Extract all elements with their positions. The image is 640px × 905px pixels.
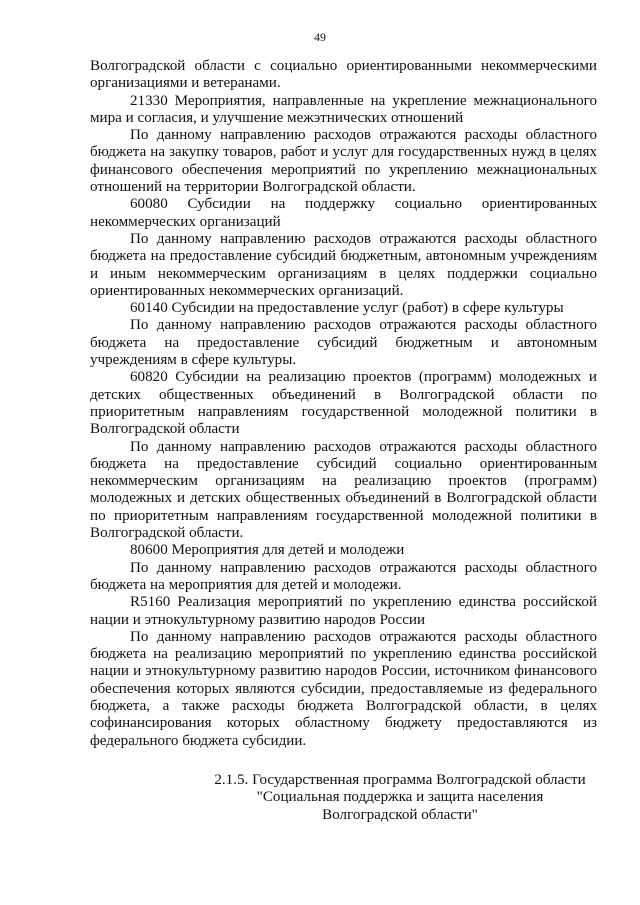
- section-heading-line: Волгоградской области": [322, 806, 478, 823]
- paragraph: Волгоградской области с социально ориентированными некоммерческими организациями и ветеранами.: [90, 58, 597, 92]
- paragraph: По данному направлению расходов отражаются расходы областного бюджета на предоставление субсидий бюджетным, автономным учреждениям и иным некоммерческим организациям в целях поддержки социально ориентированных некоммерческих организаций.: [90, 230, 597, 299]
- paragraph: По данному направлению расходов отражаются расходы областного бюджета на закупку товаров, работ и услуг для государственных нужд в целях финансового обеспечения мероприятий по укреплению межнациональных отношений на территории Волгоградской области.: [90, 127, 597, 196]
- budget-code-title: R5160 Реализация мероприятий по укреплению единства российской нации и этнокультурному развитию народов России: [90, 594, 597, 628]
- budget-code-title: 80600 Мероприятия для детей и молодежи: [130, 542, 405, 559]
- budget-code-title: 21330 Мероприятия, направленные на укрепление межнационального мира и согласия, и улучшение межэтнических отношений: [90, 92, 597, 126]
- section-heading-line: 2.1.5. Государственная программа Волгоградской области: [214, 772, 586, 788]
- budget-code-title: 60080 Субсидии на поддержку социально ориентированных некоммерческих организаций: [90, 196, 597, 230]
- section-heading: [200, 772, 600, 824]
- section-heading-line: "Социальная поддержка и защита населения: [256, 789, 544, 806]
- budget-code-title: 60820 Субсидии на реализацию проектов (программ) молодежных и детских общественных объединений в Волгоградской области по приоритетным направлениям государственной молодежной политики в Волгоградской области: [90, 369, 597, 438]
- paragraph: По данному направлению расходов отражаются расходы областного бюджета на мероприятия для детей и молодежи.: [90, 559, 597, 593]
- document-body: [90, 58, 597, 750]
- paragraph: По данному направлению расходов отражаются расходы областного бюджета на предоставление субсидий социально ориентированным некоммерческим организациям на реализацию проектов (программ) молодежных и детских общественных объединений в Волгоградской области по приоритетным направлениям государственной молодежной политики в Волгоградской области.: [90, 438, 597, 542]
- paragraph: По данному направлению расходов отражаются расходы областного бюджета на реализацию мероприятий по укреплению единства российской нации и этнокультурному развитию народов России, источником финансового обеспечения которых являются субсидии, предоставляемые из федерального бюджета, а также расходы бюджета Волгоградской области, в целях софинансирования которых областному бюджету предоставляются из федерального бюджета субсидии.: [90, 628, 597, 749]
- page-number: 49: [314, 30, 326, 44]
- budget-code-title: 60140 Субсидии на предоставление услуг (работ) в сфере культуры: [130, 300, 564, 317]
- paragraph: По данному направлению расходов отражаются расходы областного бюджета на предоставление субсидий бюджетным и автономным учреждениям в сфере культуры.: [90, 317, 597, 369]
